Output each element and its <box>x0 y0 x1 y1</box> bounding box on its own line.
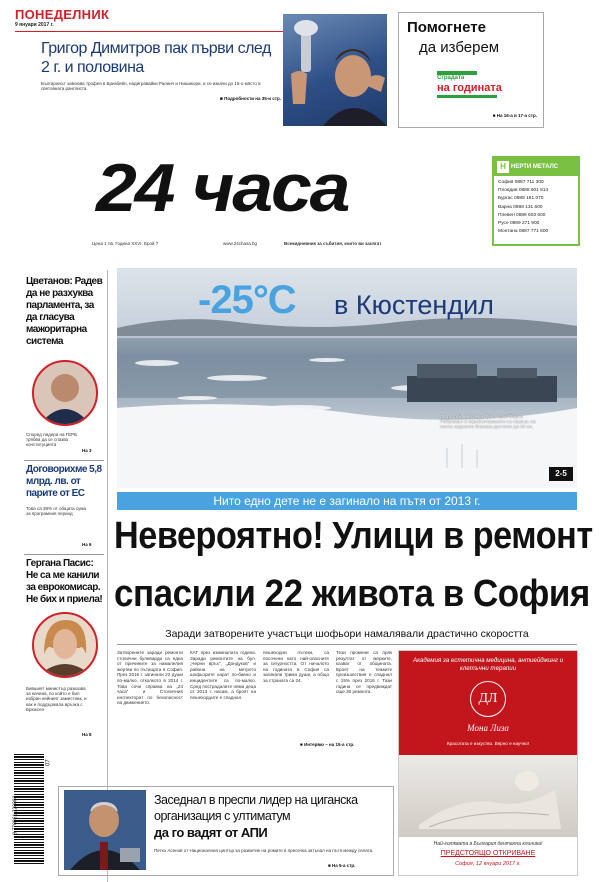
hero-caption: Ледът обхвана река Дунав край Видин. Риболовът и корабоплаването са спрени, на места ледените блокове достигат до 40 см. <box>440 414 536 430</box>
nerti-phone-line: Монтана 0887 771 600 <box>498 229 549 235</box>
clinic-ad-slogan: Красотата е изкуство. Вярно е научно! <box>446 741 530 746</box>
date-label: 9 януари 2017 г. <box>15 22 54 28</box>
hero-place: в Кюстендил <box>334 290 494 320</box>
clinic-ad-footer1: Най-голямата в България дентална клиника! <box>433 841 543 847</box>
eu-funds-caption: Това са 39% от общата сума за програмния период <box>26 506 86 517</box>
vote-promo-title: Помогнете <box>407 19 486 36</box>
main-kicker: Нито едно дете не е загинало на пътя от 2013 г. <box>117 492 577 510</box>
nerti-phone-line: София 0887 711 300 <box>498 180 544 185</box>
left-divider-2 <box>24 554 104 555</box>
dimitrov-headline: Григор Димитров пак първи след 2 г. и половина <box>41 40 271 76</box>
main-subhead: Заради затворените участъци шофьори намалявали драстично скоростта <box>165 628 529 640</box>
main-page-ref: ■ Интервю – на 15-а стр. <box>300 742 355 747</box>
bottom-body: Петко Асенов от Националния център за развитие на ромите в пресечка затънал на пътя между селата. <box>154 848 374 853</box>
masthead-meta-left: Цена 1 лв. Година XXVI. Брой 7 <box>92 241 159 246</box>
hero-temp <box>198 278 296 323</box>
main-divider <box>117 644 577 645</box>
bottom-headline-part1: Заседнал в преспи лидер на циганска организация с ултиматум <box>154 793 358 823</box>
main-headline-line1[interactable]: Невероятно! Улици в ремонт <box>114 515 593 557</box>
vote-page-ref: ■ На 16-а и 17-а стр. <box>492 113 537 118</box>
main-col-1 <box>117 650 183 706</box>
logo-line2: на годината <box>437 82 502 94</box>
building-of-year-logo <box>437 71 511 105</box>
nerti-phone-line: Бургас 0888 161 070 <box>498 196 544 202</box>
clinic-ad[interactable] <box>398 650 578 876</box>
vote-page-ref-text: На 16-а и 17-а стр. <box>496 113 537 118</box>
bottom-headline-part2: да го вадят от АПИ <box>154 825 268 840</box>
day-label: ПОНЕДЕЛНИК <box>15 7 110 22</box>
bottom-story-photo <box>64 790 146 870</box>
tsvetanov-ref: На 3 <box>82 448 92 453</box>
nerti-phone-line: Плевен 0889 603 600 <box>498 212 546 218</box>
barcode-number: 9 770861 320003 <box>12 795 19 835</box>
bottom-page-ref-text: На 5-а стр. <box>331 863 356 868</box>
main-col-4 <box>336 650 392 695</box>
masthead-tagline: Всекидневник за събития, които ви засягат <box>284 241 382 246</box>
vote-promo-subtitle: да изберем <box>419 39 500 56</box>
eu-funds-headline[interactable]: Договорихме 5,8 млрд. лв. от парите от ЕС <box>26 464 102 499</box>
dimitrov-page-ref: ■ Подробности на 35-и стр. <box>219 96 281 102</box>
hero-page-badge: 2-5 <box>549 467 573 481</box>
clinic-ad-footer2: ПРЕДСТОЯЩО ОТКРИВАНЕ <box>440 850 536 857</box>
barcode-issue: 07 <box>45 759 52 766</box>
clinic-ad-header <box>399 651 577 755</box>
masthead-logo <box>92 148 438 232</box>
dimitrov-teaser[interactable] <box>15 33 287 123</box>
bottom-page-ref: ■ На 5-а стр. <box>328 863 356 868</box>
nerti-lines <box>494 176 578 239</box>
clinic-ad-title: Академия за естетична медицина, антиейджинг и клетъчни терапии <box>412 657 564 672</box>
tsvetanov-photo <box>32 360 98 426</box>
main-col-3-text: пешеходни пътеки, са посочени като най-опасните за сигурността. От началото на годината в София са загинали трима души, а общо за страната са 24. <box>263 650 329 683</box>
nerti-brand: НЕРТИ МЕТАЛС <box>511 164 559 170</box>
main-page-ref-text: Интервю – на 15-а стр. <box>303 742 355 747</box>
pasis-caption: Бившият министър разказва за начина, по който е бил избран нейният заместник, и как е поддържала връзка с Брюксел <box>26 686 87 712</box>
pasis-headline[interactable]: Гергана Пасис: Не са ме канили за еврокомисар. Не бих и приела! <box>26 558 103 605</box>
clinic-ad-statue <box>399 755 577 837</box>
clinic-ad-logo: ДЛ <box>470 681 506 717</box>
clinic-ad-footer3: София, 12 януари 2017 г. <box>455 861 521 867</box>
clinic-ad-brand: Мона Лиза <box>467 723 509 733</box>
main-col-4-text: Тези промени са пряк резултат от мерките, казват от общината. Броят на тежките произшествия е спаднал с 15% през 2016 г. Тази година се предвиждат още 30 ремонта. <box>336 650 392 695</box>
dimitrov-page-ref-text: Подробности на 35-и стр. <box>224 96 281 101</box>
nerti-phone-line: Русе 0889 271 900 <box>498 221 540 227</box>
dimitrov-photo <box>283 14 387 126</box>
nerti-metals-ad[interactable] <box>492 156 580 246</box>
main-col-1-text: Затворените заради ремонти столични булеварди са една от причините за намалелия жертви по пътищата в София. През 2016 г. загинали 22 души по-малко, отколкото в 2014 г. Това сочи справка на „24 часа“ и Столичния инспекторат по безопасност на движението. <box>117 650 183 706</box>
dimitrov-body: Българинът завоюва трофея в Бризбейн, надигравайки Раонич и Нишикори, и се изкачи до 15-о място в световната ранглиста. <box>41 81 261 92</box>
hero-temp-value: -25°C <box>198 278 296 322</box>
pasis-ref: На 8 <box>82 732 92 737</box>
masthead-logo-text: 24 часа <box>96 150 349 226</box>
tsvetanov-headline[interactable]: Цветанов: Радев да не разхуква парламента, за да гласува мажоритарна система <box>26 276 103 347</box>
main-col-3 <box>263 650 329 684</box>
main-col-2-text: КАТ през изминалата година. Заради ремонтите на бул. „Черни връх“, „Дондуков“ и района на метрото шофьорите карат по-бавно и инцидентите са по-малко. Сред пострадалите няма деца от 2013 г. насам, а броят на пешеходците е спаднал. <box>190 650 256 700</box>
nerti-phone-line: Пловдив 0888 601 614 <box>498 188 549 194</box>
nerti-logo-mark: Н <box>497 161 509 173</box>
left-divider-1 <box>24 460 104 461</box>
masthead-meta-mid: www.24chasa.bg <box>223 241 258 246</box>
pasis-photo <box>32 612 98 678</box>
eu-funds-ref: На 6 <box>82 542 92 547</box>
top-divider <box>15 31 287 32</box>
vote-promo[interactable] <box>398 12 544 128</box>
tsvetanov-caption: Според лидера на ГЕРБ трябва да се спазва конституцията <box>26 432 78 448</box>
logo-line1: Сградата <box>437 75 465 81</box>
main-headline-line2[interactable]: спасили 22 живота в София <box>114 573 590 615</box>
main-col-2 <box>190 650 256 700</box>
nerti-phone-line: Варна 0888 131 600 <box>498 204 543 210</box>
